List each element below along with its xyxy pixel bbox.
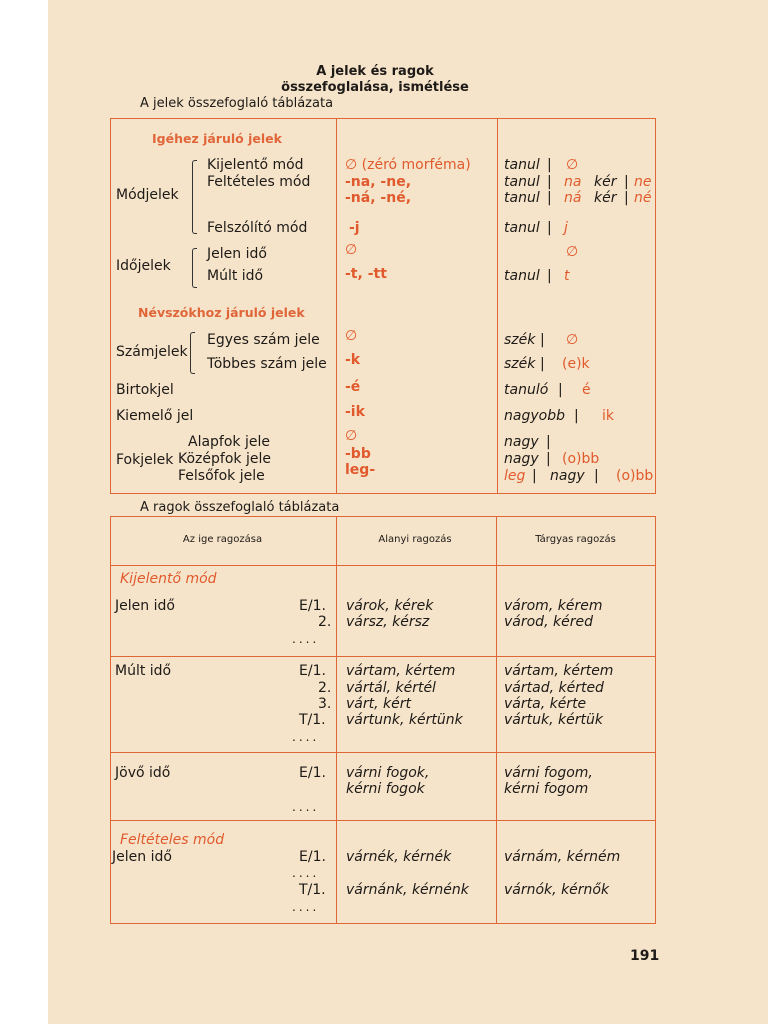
separator: | [547,190,552,206]
felsofok-label: Felsőfok jele [178,468,265,484]
felteteles-label: Feltételes mód [207,174,311,190]
mod-heading: Feltételes mód [120,832,225,848]
page-title: A jelek és ragok összefoglalása, ismétlése [281,64,469,95]
col-header: Alanyi ragozás [378,534,452,545]
example: tanul [504,220,540,236]
person-label: E/1. [299,765,326,781]
suffix: (o)bb [616,468,654,484]
separator: | [547,220,552,236]
form: vártam, kértem [504,663,614,679]
col-header: Tárgyas ragozás [535,534,616,545]
example: kér [594,174,617,190]
form: vársz, kérsz [346,614,430,630]
separator: | [624,174,629,190]
person-label: E/1. [299,849,326,865]
modjelek-label: Módjelek [116,187,179,203]
separator: | [546,451,551,467]
leg-jel: leg- [345,462,376,478]
brace [192,160,197,234]
form: várt, kért [346,696,411,712]
separator: | [547,268,552,284]
person-label: 2. [318,680,332,696]
suffix: t [564,268,570,284]
mod-heading: Kijelentő mód [120,571,217,587]
suffix: é [582,382,591,398]
form: vártuk, kértük [504,712,603,728]
col-header: Az ige ragozása [182,534,263,545]
example: szék [504,332,536,348]
e-jel: -é [345,379,361,395]
separator: | [558,382,563,398]
suffix: ne [634,174,652,190]
caption-jelek: A jelek összefoglaló táblázata [140,96,334,111]
bb-jel: -bb [345,446,371,462]
person-label: E/1. [299,598,326,614]
form: várta, kérte [504,696,587,712]
example: tanul [504,157,540,173]
nevszo-heading: Névszókhoz járuló jelek [138,305,305,320]
dots: .... [292,730,320,744]
brace [190,332,195,374]
na-ne-2: -ná, -né, [345,190,412,206]
zero-morfema: ∅ (zéró morféma) [345,157,471,173]
person-label: T/1. [299,882,326,898]
alapfok-label: Alapfok jele [188,434,270,450]
zero-symbol: ∅ [566,157,579,173]
separator: | [624,190,629,206]
separator: | [574,408,579,424]
suffix: (o)bb [562,451,600,467]
ik-jel: -ik [345,404,365,420]
page-number: 191 [630,948,660,964]
ido-label: Múlt idő [115,663,172,679]
separator: | [540,332,545,348]
form: vártál, kértél [346,680,436,696]
form: várnék, kérnék [346,849,452,865]
dots: .... [292,866,320,880]
example: kér [594,190,617,206]
person-label: T/1. [299,712,326,728]
k-jel: -k [345,352,361,368]
example: nagy [504,434,539,450]
form: várnók, kérnők [504,882,610,898]
suffix: ik [602,408,614,424]
form: várnánk, kérnénk [346,882,469,898]
ido-label: Jelen idő [115,598,175,614]
form: kérni fogom [504,781,589,797]
t-tt: -t, -tt [345,266,387,282]
example: nagy [550,468,585,484]
kozepfok-label: Középfok jele [178,451,271,467]
ige-heading: Igéhez járuló jelek [152,131,282,146]
szamjelek-label: Számjelek [116,344,188,360]
suffix: na [564,174,582,190]
suffix: ná [564,190,582,206]
form: várom, kérem [504,598,603,614]
form: várod, kéred [504,614,593,630]
form: várni fogok, [346,765,430,781]
ido-label: Jelen idő [112,849,172,865]
separator: | [547,174,552,190]
example: tanul [504,268,540,284]
dots: .... [292,632,320,646]
separator: | [594,468,599,484]
caption-ragok: A ragok összefoglaló táblázata [140,500,340,515]
page-left-edge [0,0,48,1024]
zero-symbol: ∅ [566,244,579,260]
example: szék [504,356,536,372]
example: tanul [504,174,540,190]
zero-symbol: ∅ [345,242,358,258]
kijelento-label: Kijelentő mód [207,157,304,173]
fokjelek-label: Fokjelek [116,452,174,468]
ido-label: Jövő idő [115,765,171,781]
example: nagy [504,451,539,467]
form: vártam, kértem [346,663,456,679]
separator: | [540,356,545,372]
form: vártunk, kértünk [346,712,463,728]
na-ne: -na, -ne, [345,174,412,190]
person-label: 2. [318,614,332,630]
person-label: 3. [318,696,332,712]
brace [192,248,197,288]
suffix: leg [504,468,526,484]
mult-ido-label: Múlt idő [207,268,264,284]
form: kérni fogok [346,781,425,797]
idojelek-label: Időjelek [116,258,171,274]
jelen-ido-label: Jelen idő [207,246,267,262]
zero-symbol: ∅ [345,428,358,444]
suffix: né [634,190,652,206]
separator: | [546,434,551,450]
zero-symbol: ∅ [566,332,579,348]
example: nagyobb [504,408,565,424]
kiemelo-label: Kiemelő jel [116,408,194,424]
j-jel: -j [349,220,360,236]
felszolito-label: Felszólító mód [207,220,308,236]
dots: .... [292,900,320,914]
suffix: j [564,220,568,236]
tobbes-label: Többes szám jele [207,356,327,372]
form: várni fogom, [504,765,593,781]
form: vártad, kérted [504,680,604,696]
form: várok, kérek [346,598,434,614]
egyes-label: Egyes szám jele [207,332,320,348]
separator: | [532,468,537,484]
birtokjel-label: Birtokjel [116,382,174,398]
zero-symbol: ∅ [345,328,358,344]
person-label: E/1. [299,663,326,679]
form: várnám, kérném [504,849,621,865]
dots: .... [292,800,320,814]
suffix: (e)k [562,356,590,372]
separator: | [547,157,552,173]
example: tanul [504,190,540,206]
example: tanuló [504,382,549,398]
